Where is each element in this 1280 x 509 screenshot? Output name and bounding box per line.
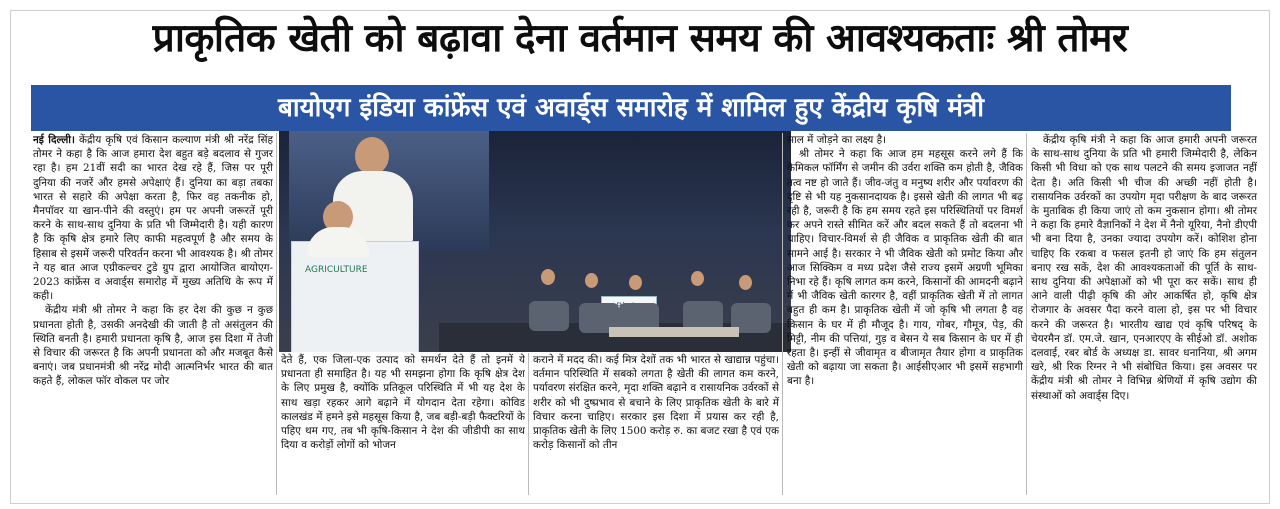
subheadline-bar: बायोएग इंडिया कांफ्रेंस एवं अवार्ड्स समारोह में शामिल हुए केंद्रीय कृषि मंत्री [31, 85, 1231, 131]
paragraph: केंद्रीय कृषि एवं किसान कल्याण मंत्री श्री नरेंद्र सिंह तोमर ने कहा है कि आज हमारा देश बहुत बड़े बदलाव से गुजर रहा है। हम 21वीं सदी का भारत देख रहे हैं, जिस पर पूरी दुनिया की नजरें और हमसे अपेक्षाएं हैं। दुनिया का बड़ा तबका भारत से सहारे की अपेक्षा करता है, फिर वह तकनीक हो, मैनपॉवर या खान-पीने की वस्तुएं। हम पर अपनी जरूरतें पूरी करने के साथ-साथ दुनिया के प्रति भी जिम्मेदारी है। यही कारण है कि कृषि क्षेत्र हमारे लिए काफी महत्वपूर्ण है और समय के हिसाब से इसमें जरूरी परिवर्तन करना भी आवश्यक है। श्री तोमर ने यह बात आज एग्रीकल्चर टुडे ग्रुप द्वारा आयोजित बायोएग- 2023 कांफ्रेंस व अवार्ड्स समारोह में मुख्य अतिथि के रूप में कही। [33, 134, 273, 303]
panelist-head [691, 271, 704, 286]
dateline: नई दिल्ली। [33, 134, 75, 146]
paragraph: कराने में मदद की। कई मित्र देशों तक भी भारत से खाद्यान्न पहुंचा। वर्तमान परिस्थिति में सबको लगता है खेती की लागत कम करने, पर्यावरण संरक्षित करने, मृदा शक्ति बढ़ाने व रासायनिक उर्वरकों से शरीर को भी दुष्प्रभाव से बचाने के लिए प्राकृतिक खेती के बारे में विचार करना चाहिए। सरकार इस दिशा में प्रयास कर रही है, प्राकृतिक खेती के लिए 1500 करोड़ रु. का बजट रखा है एवं एक करोड़ किसानों को तीन [533, 354, 779, 452]
paragraph: देते हैं, एक जिला-एक उत्पाद को समर्थन देते हैं तो इनमें ये प्रधानता ही समाहित है। यह भी समझना होगा कि कृषि क्षेत्र देश के लिए प्रमुख है, क्योंकि प्रतिकूल परिस्थिति में भी यह देश के साथ खड़ा रहकर आगे बढ़ाने में योगदान देता रहेगा। कोविड कालखंड में हमने इसे महसूस किया है, जब बड़ी-बड़ी फैक्टरियों के पहिए थम गए, तब भी कृषि-किसान ने देश की जीडीपी का साथ दिया व करोड़ों लोगों को भोजन [281, 354, 525, 452]
article-column-3 [533, 353, 779, 495]
panelist-head [585, 273, 598, 288]
podium-text: AGRICULTURE [305, 265, 368, 275]
paragraph: श्री तोमर ने कहा कि आज हम महसूस करने लगे हैं कि केमिकल फॉर्मिंग से जमीन की उर्वरा शक्ति कम होती है, जैविक तत्व नष्ट हो जाते हैं। जीव-जंतु व मनुष्य शरीर और पर्यावरण की दृष्टि से भी यह नुकसानदायक है। इससे खेती की लागत भी बढ़ रही है, जरूरी है कि हम समय रहते इस परिस्थितियों पर विमर्श कर अपने रास्ते सीमित करें और बदल सकते हैं तो बदलना भी चाहिए। विचार-विमर्श से ही जैविक व प्राकृतिक खेती की बात सामने आई है। सरकार ने भी जैविक खेती को प्रमोट किया और आज सिक्किम व मध्य प्रदेश जैसे राज्य इसमें अग्रणी भूमिका निभा रहे हैं। कृषि लागत कम करने, किसानों की आमदनी बढ़ाने में भी जैविक खेती कारगर है, वहीं प्राकृतिक खेती में तो लागत बहुत ही कम है। प्राकृतिक खेती में जो कृषि भी लगता है वह किसान के घर में ही मौजूद है। गाय, गोबर, गौमूत्र, पेड़, की मिट्टी, नीम की पत्तियां, गुड़ व बेसन ये सब किसान के घर में ही रहता है। इन्हीं से जीवामृत व बीजामृत तैयार होगा व प्राकृतिक खेती को बढ़ाया जा सकता है। आईसीएआर भी इसमें सहभागी बना है। [787, 148, 1023, 388]
column-rule [528, 353, 529, 495]
panel-chair [529, 301, 569, 331]
column-rule [276, 133, 277, 495]
paragraph: केंद्रीय मंत्री श्री तोमर ने कहा कि हर देश की कुछ न कुछ प्रधानता होती है, उसकी अनदेखी की जाती है तो असंतुलन की स्थिति बनती है। हमारी प्रधानता कृषि है, आज इस दिशा में तेजी से विचार की जरूरत है कि अपनी प्रधानता को और मजबूत कैसे बनाएं। जब प्रधानमंत्री श्री नरेंद्र मोदी आत्मनिर्भर भारत की बात कहते हैं, लोकल फॉर वोकल पर जोर [33, 304, 273, 388]
paragraph: केंद्रीय कृषि मंत्री ने कहा कि आज हमारी अपनी जरूरत के साथ-साथ दुनिया के प्रति भी हमारी जिम्मेदारी है, लेकिन किसी भी विधा को एक साथ पलटने की समय इजाजत नहीं देता है। अति किसी भी चीज की अच्छी नहीं होती है। रासायनिक उर्वरकों का उपयोग मृदा परीक्षण के बाद जरूरत के मुताबिक ही किया जाएं तो कम नुकसान होगा। श्री तोमर ने कहा कि हमारे वैज्ञानिकों ने देश में नैनो यूरिया, नैनो डीएपी भी बना दिया है, उनका ज्यादा उपयोग करें। कोशिश होना चाहिए कि रकबा व फसल इतनी हो जाएं कि हम संतुलन बनाए रख सकें, देश की आवश्यकताओं की पूर्ति के साथ-साथ दुनिया की अपेक्षाओं को भी पूरा कर सकें। साथ ही आने वाली पीढ़ी कृषि की ओर आकर्षित हो, कृषि क्षेत्र रोजगार के अवसर पैदा करने वाला हो, इस पर भी विचार करने की जरूरत है। भारतीय खाद्य एवं कृषि परिषद् के चेयरमैन डॉ. एम.जे. खान, एनआरएए के सीईओ डॉ. अशोक दलवाई, रबर बोर्ड के अध्यक्ष डा. सावर धनानिया, श्री अगम खरे, श्री रिक रिग्नर ने भी संबोधित किया। इस अवसर पर केंद्रीय मंत्री श्री तोमर ने विभिन्न श्रेणियों में कृषि उद्योग की संस्थाओं को अवार्ड्स दिए। [1031, 134, 1257, 402]
panelist-head [541, 269, 555, 285]
article-column-1 [33, 133, 273, 495]
screen-speaker-head [355, 137, 389, 175]
paragraph: साल में जोड़ने का लक्ष्य है। [787, 134, 887, 146]
headline: प्राकृतिक खेती को बढ़ावा देना वर्तमान समय की आवश्यकताः श्री तोमर [152, 16, 1128, 61]
article-column-4 [787, 133, 1023, 495]
panel-table [609, 327, 739, 337]
panelist-head [629, 275, 642, 290]
event-photo [279, 131, 791, 352]
article-column-5 [1031, 133, 1257, 495]
article-column-2 [281, 353, 525, 495]
column-rule [1026, 133, 1027, 495]
panelist-head [739, 275, 752, 290]
newspaper-clipping [10, 10, 1270, 504]
podium [291, 241, 419, 352]
column-rule [782, 133, 783, 495]
